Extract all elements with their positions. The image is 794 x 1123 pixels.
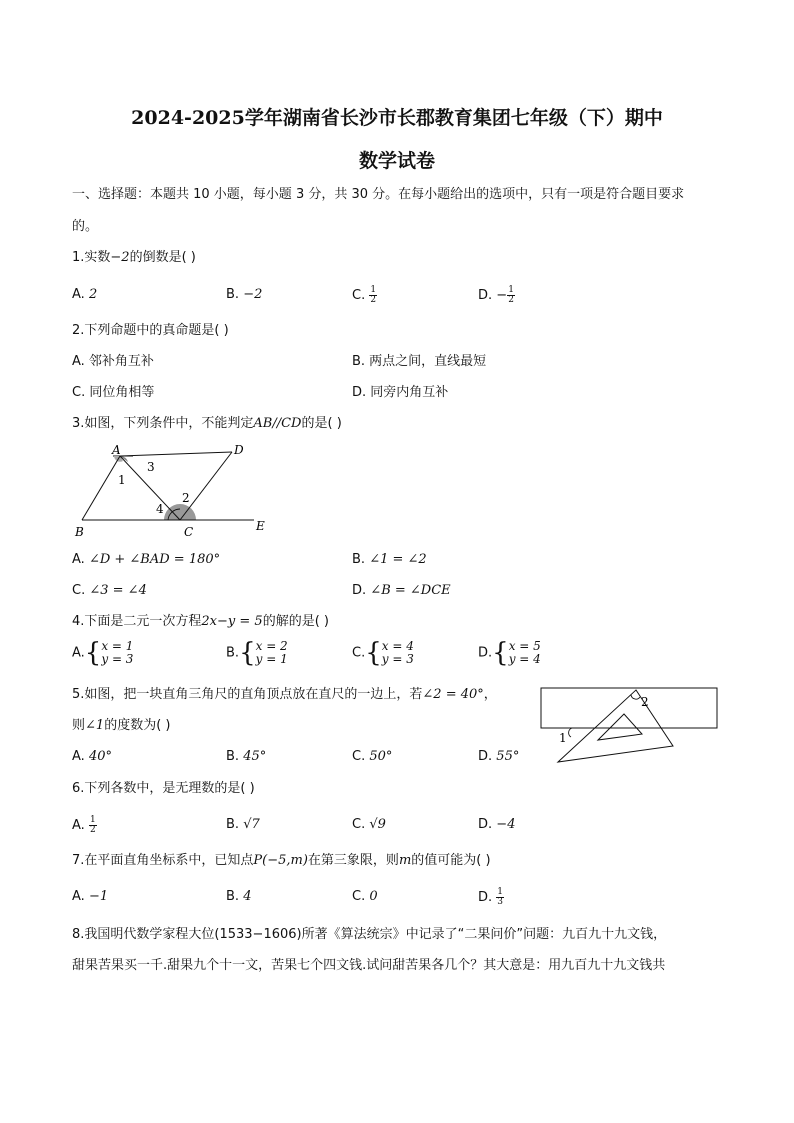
q1-stem-tail: 的倒数是( ) [129,250,196,265]
label-c: C [184,525,194,539]
q6-option-b[interactable]: B. √7 [226,817,260,832]
exam-subtitle: 数学试卷 [358,150,435,172]
fraction: $\frac{1}{2}$ [508,285,514,305]
label-angle-1: 1 [118,473,126,487]
parallelogram-figure [72,440,277,540]
question-8-stem-line1: 8.我国明代数学家程大位(1533−1606)所著《算法统宗》中记录了“二果问价”问题：九百九十九文钱， [72,927,667,942]
q4-option-c[interactable]: C.{ x = 4 y = 3 [352,638,414,668]
exam-title: 2024-2025学年湖南省长沙市长郡教育集团七年级（下）期中 [131,107,663,129]
q7-option-b[interactable]: B. 4 [226,889,252,904]
label-angle-2: 2 [641,695,649,709]
q2-option-d[interactable]: D. 同旁内角互补 [352,385,449,400]
q3-option-b[interactable]: B. ∠1 = ∠2 [352,552,427,567]
q1-option-b[interactable]: B. −2 [226,287,263,302]
question-4-stem: 4.下面是二元一次方程2x−y = 5的解的是( ) [72,614,329,629]
label-e: E [256,519,265,533]
q6-option-d[interactable]: D. −4 [478,817,516,832]
question-6-stem: 6.下列各数中，是无理数的是( ) [72,781,255,796]
label-angle-3: 3 [147,460,155,474]
q4-option-d[interactable]: D.{ x = 5 y = 4 [478,638,541,668]
fraction: $\frac{1}{3}$ [497,887,504,907]
question-1-stem [72,249,196,267]
ruler [541,688,717,728]
label-angle-4: 4 [156,502,164,516]
brace-icon: { [492,638,509,668]
brace-icon: { [365,638,382,668]
q7-option-a[interactable]: A. −1 [72,889,109,904]
label-b: B [75,525,84,539]
fraction: $\frac{1}{2}$ [89,815,96,835]
q5-option-a[interactable]: A. 40° [72,749,112,764]
label-a: A [112,443,121,457]
q1-option-d[interactable]: D. − $\frac{1}{2}$ [478,285,514,305]
q1-stem-math: −2 [110,250,130,265]
equation-system: x = 1 y = 3 [101,639,134,666]
q5-option-c[interactable]: C. 50° [352,749,393,764]
ruler-triangle-figure [538,684,722,766]
question-7-stem: 7.在平面直角坐标系中，已知点P(−5,m)在第三象限，则m的值可能为( ) [72,853,491,868]
question-5-stem-line1: 5.如图，把一块直角三角尺的直角顶点放在直尺的一边上，若∠2 = 40°， [72,687,497,702]
section-instructions-line2: 的。 [72,219,99,234]
segment-ab [82,456,120,520]
label-angle-2: 2 [182,491,190,505]
q7-option-d[interactable]: D. $\frac{1}{3}$ [478,887,504,907]
q6-option-a[interactable]: A. $\frac{1}{2}$ [72,815,96,835]
q7-option-c[interactable]: C. 0 [352,889,378,904]
q5-option-d[interactable]: D. 55° [478,749,520,764]
equation-system: x = 5 y = 4 [508,639,541,666]
q4-option-b[interactable]: B.{ x = 2 y = 1 [226,638,288,668]
segment-ad [120,452,232,456]
q1-stem-text: 1.实数 [72,250,111,265]
q2-option-c[interactable]: C. 同位角相等 [72,385,155,400]
q3-option-a[interactable]: A. ∠D + ∠BAD = 180° [72,552,221,567]
q3-option-d[interactable]: D. ∠B = ∠DCE [352,583,451,598]
brace-icon: { [239,638,256,668]
q4-option-a[interactable]: A.{ x = 1 y = 3 [72,638,134,668]
q2-option-a[interactable]: A. 邻补角互补 [72,354,154,369]
brace-icon: { [84,638,102,668]
label-angle-1: 1 [559,731,567,745]
equation-system: x = 4 y = 3 [381,639,414,666]
q3-option-c[interactable]: C. ∠3 = ∠4 [72,583,147,598]
question-5-stem-line2: 则∠1的度数为( ) [72,718,171,733]
q1-option-c[interactable]: C. $\frac{1}{2}$ [352,285,377,305]
question-8-stem-line2: 甜果苦果买一千.甜果九个十一文，苦果七个四文钱.试问甜苦果各几个？其大意是：用九百九十九文钱共 [72,958,666,973]
question-2-stem: 2.下列命题中的真命题是( ) [72,323,229,338]
q5-option-b[interactable]: B. 45° [226,749,267,764]
angle-1-arc [569,728,572,737]
question-3-stem: 3.如图，下列条件中，不能判定AB//CD的是( ) [72,416,342,431]
fraction: $\frac{1}{2}$ [370,285,377,305]
q6-option-c[interactable]: C. √9 [352,817,386,832]
equation-system: x = 2 y = 1 [255,639,288,666]
section-instructions-line1: 一、选择题：本题共 10 小题，每小题 3 分，共 30 分。在每小题给出的选项中，只有一项是符合题目要求 [72,187,685,202]
label-d: D [234,443,244,457]
q1-option-a[interactable]: A. 2 [72,287,98,302]
q2-option-b[interactable]: B. 两点之间，直线最短 [352,354,487,369]
segment-dc [180,452,232,520]
